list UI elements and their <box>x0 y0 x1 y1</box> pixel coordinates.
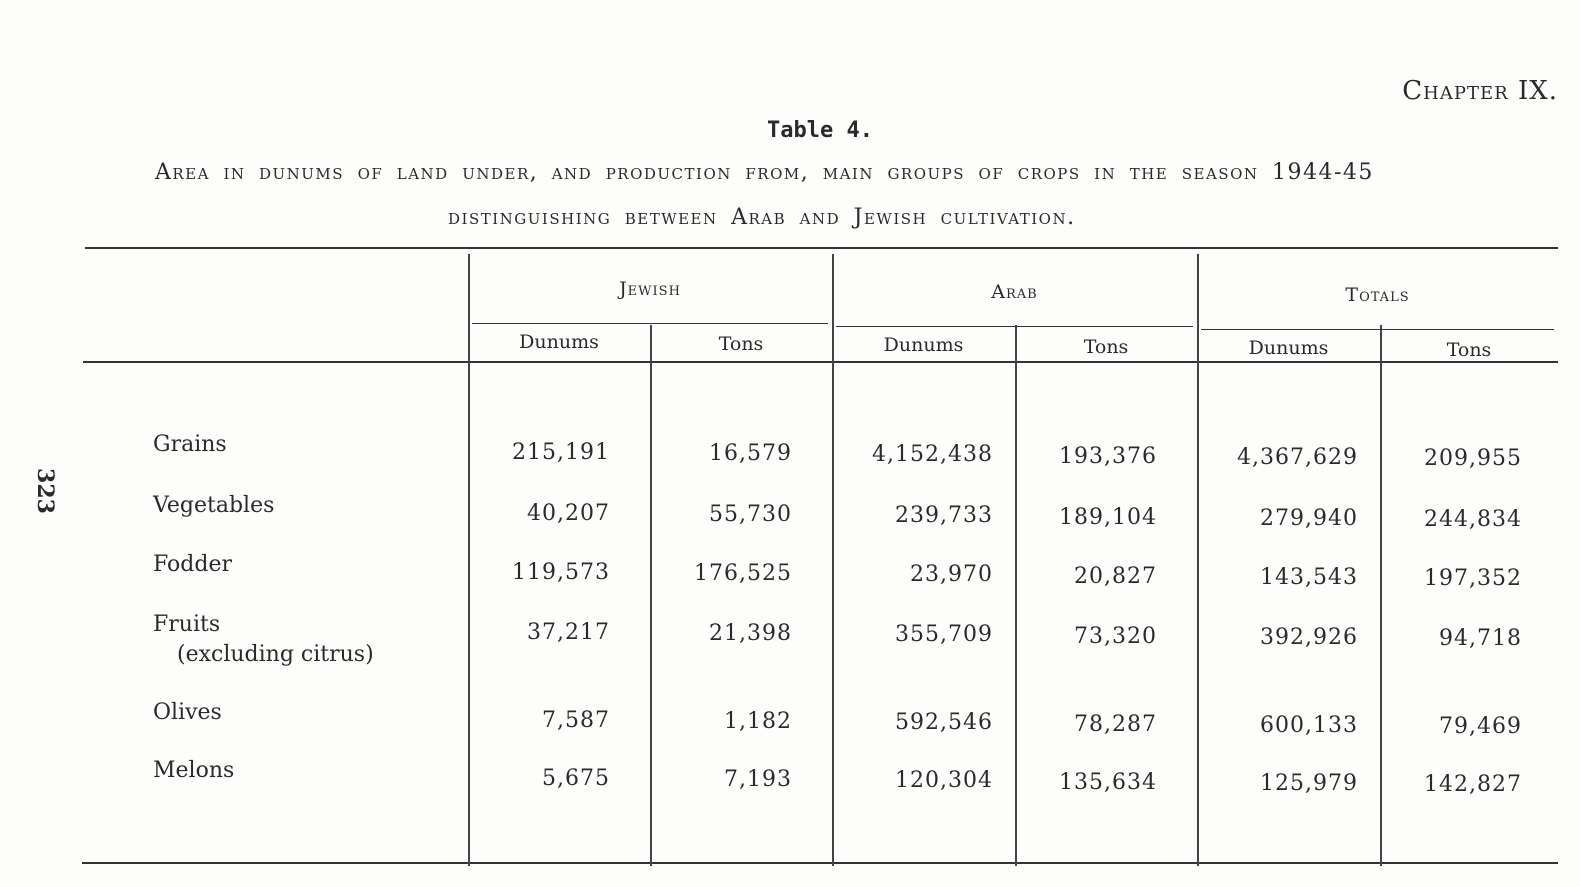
table-cell: 176,525 <box>694 561 792 587</box>
table-caption-line-2: distinguishing between Arab and Jewish cultivation. <box>448 205 1076 230</box>
subheader-dunums: Dunums <box>1248 337 1329 359</box>
subheader-dunums: Dunums <box>519 331 599 353</box>
table-cell: 125,979 <box>1260 770 1358 796</box>
group-header-totals: Totals <box>1345 284 1410 306</box>
group-underline <box>1201 329 1554 330</box>
table-cell: 142,827 <box>1424 772 1522 797</box>
table-cell: 392,926 <box>1260 624 1358 650</box>
table-top-rule <box>85 247 1558 249</box>
table-cell: 135,634 <box>1059 769 1157 795</box>
table-cell: 73,320 <box>1074 623 1157 649</box>
table-cell: 355,709 <box>895 622 993 648</box>
group-underline <box>472 323 828 324</box>
table-cell: 7,193 <box>724 767 792 793</box>
table-cell: 20,827 <box>1074 563 1157 589</box>
row-label: Fodder <box>153 552 233 577</box>
table-cell: 21,398 <box>709 621 792 647</box>
table-cell: 78,287 <box>1074 711 1157 737</box>
table-caption-line-1: Area in dunums of land under, and production from, main groups of crops in the season 1944-45 <box>155 160 1374 185</box>
group-header-jewish: Jewish <box>619 278 681 300</box>
table-cell: 244,834 <box>1424 507 1522 532</box>
table-cell: 215,191 <box>512 440 610 465</box>
table-cell: 23,970 <box>910 562 993 588</box>
table-cell: 7,587 <box>542 708 610 733</box>
table-cell: 600,133 <box>1260 712 1358 738</box>
subheader-dunums: Dunums <box>883 334 964 356</box>
table-cell: 209,955 <box>1424 446 1522 471</box>
group-header-arab: Arab <box>991 281 1038 303</box>
table-cell: 37,217 <box>527 620 610 645</box>
chapter-heading: Chapter IX. <box>1402 76 1558 106</box>
group-underline <box>836 326 1193 327</box>
page-number: 323 <box>31 468 58 514</box>
table-cell: 1,182 <box>724 709 792 735</box>
table-title: Table 4. <box>767 118 873 143</box>
table-cell: 4,152,438 <box>872 442 993 468</box>
table-cell: 189,104 <box>1059 504 1157 530</box>
table-cell: 239,733 <box>895 503 993 529</box>
table-cell: 4,367,629 <box>1237 444 1358 470</box>
subheader-tons: Tons <box>1446 338 1492 361</box>
table-cell: 197,352 <box>1424 566 1522 591</box>
table-cell: 5,675 <box>542 766 610 791</box>
table-cell: 16,579 <box>709 441 792 467</box>
table-cell: 120,304 <box>895 768 993 794</box>
table-cell: 40,207 <box>527 501 610 526</box>
subheader-tons: Tons <box>718 332 764 355</box>
row-label: Melons <box>153 758 235 783</box>
table-cell: 143,543 <box>1260 564 1358 590</box>
header-bottom-rule <box>83 361 1558 363</box>
row-sublabel: (excluding citrus) <box>177 642 374 667</box>
table-cell: 55,730 <box>709 502 792 528</box>
table-cell: 592,546 <box>895 710 993 736</box>
table-bottom-rule <box>82 862 1558 864</box>
table-cell: 119,573 <box>512 560 610 585</box>
table-cell: 79,469 <box>1439 714 1522 739</box>
row-label: Olives <box>153 700 222 725</box>
row-label: Grains <box>153 432 227 457</box>
table-cell: 279,940 <box>1260 505 1358 531</box>
table-cell: 94,718 <box>1439 626 1522 651</box>
row-label: Fruits <box>153 612 221 637</box>
table-cell: 193,376 <box>1059 443 1157 469</box>
subheader-tons: Tons <box>1083 335 1129 358</box>
row-label: Vegetables <box>153 493 275 518</box>
